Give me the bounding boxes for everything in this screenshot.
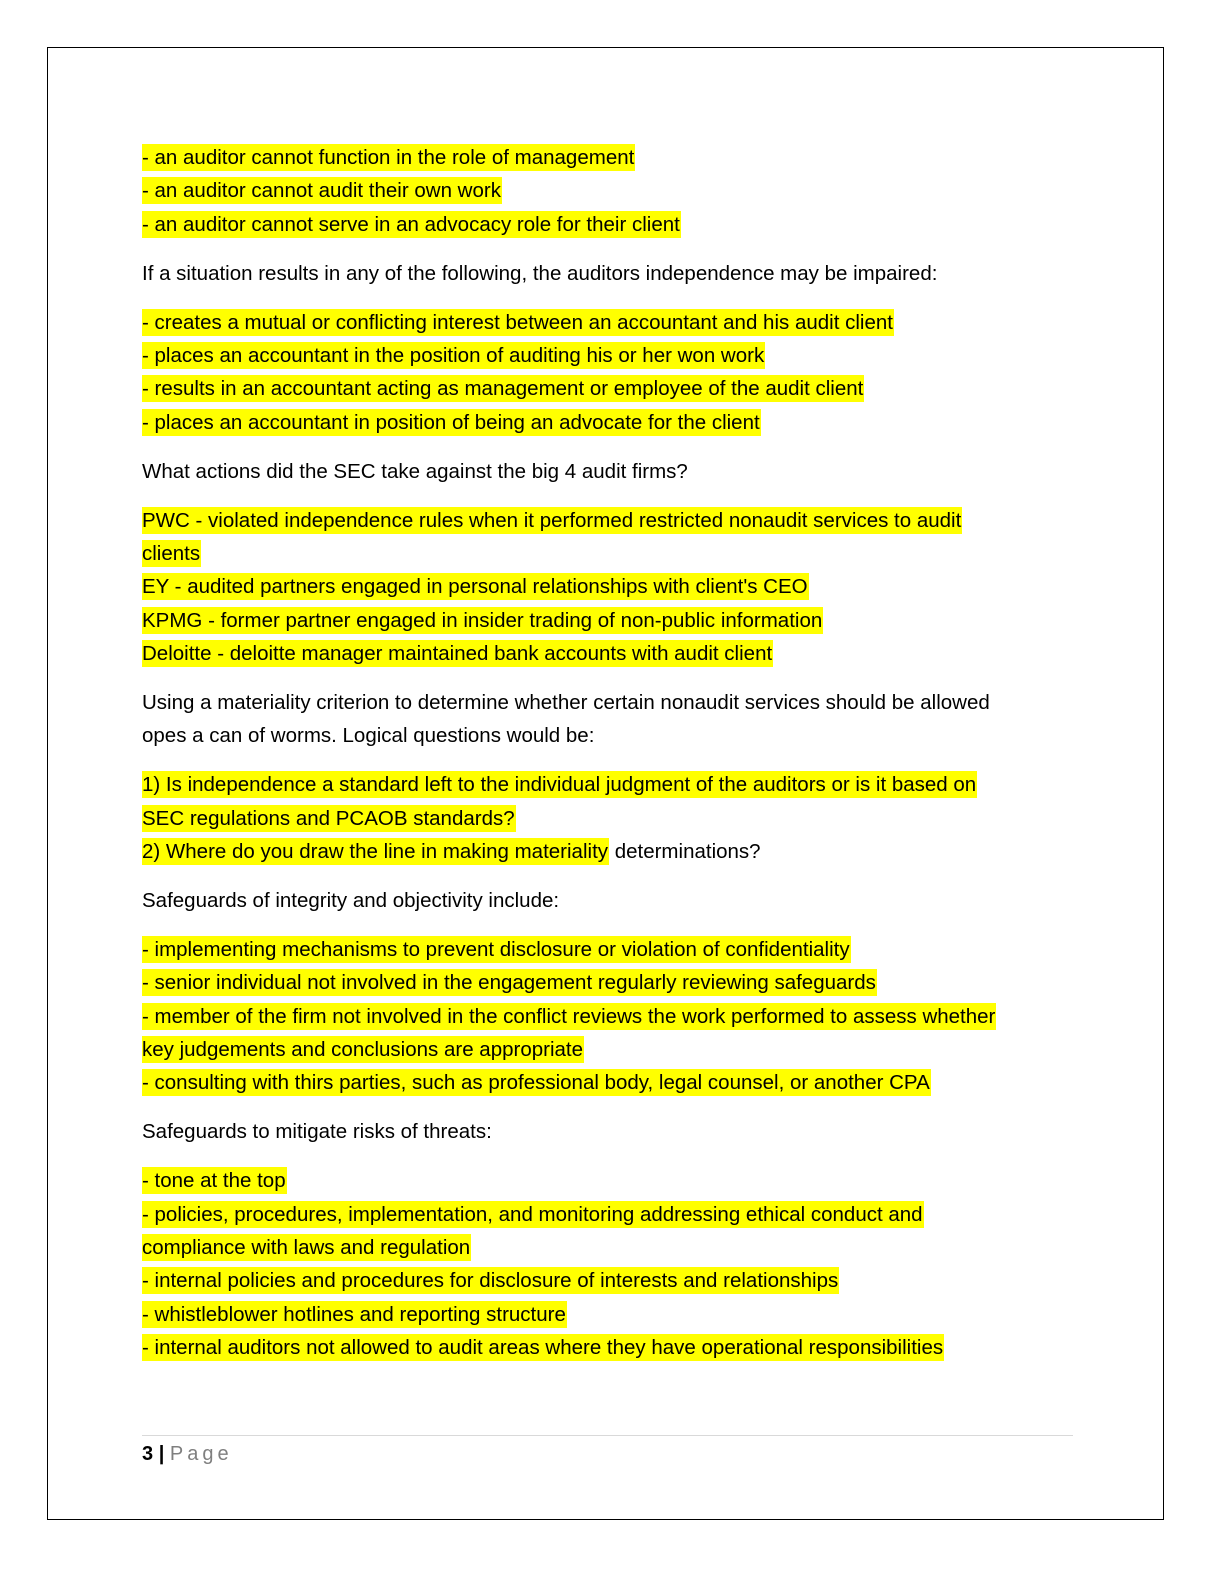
highlighted-text: - an auditor cannot serve in an advocacy role for their client	[142, 212, 680, 236]
highlighted-text: - an auditor cannot audit their own work	[142, 179, 501, 203]
paragraph	[142, 933, 1082, 1100]
text-line	[142, 372, 1082, 405]
highlighted-text: clients	[142, 541, 201, 565]
text-line	[142, 637, 1082, 670]
text-line	[142, 1164, 1082, 1197]
text-run: What actions did the SEC take against the big 4 audit firms?	[142, 459, 688, 483]
footer-separator: |	[158, 1443, 165, 1465]
text-line	[142, 719, 1082, 752]
paragraph	[142, 1164, 1082, 1364]
highlighted-text: - an auditor cannot function in the role of management	[142, 146, 635, 169]
paragraph	[142, 884, 1082, 917]
highlighted-text: - internal auditors not allowed to audit areas where they have operational responsibilities	[142, 1336, 944, 1360]
text-line	[142, 768, 1082, 801]
highlighted-text: - tone at the top	[142, 1169, 286, 1193]
text-line	[142, 686, 1082, 719]
text-line	[142, 1331, 1082, 1364]
paragraph	[142, 455, 1082, 488]
text-line	[142, 1231, 1082, 1264]
text-line	[142, 933, 1082, 966]
text-line	[142, 504, 1082, 537]
highlighted-text: - places an accountant in position of being an advocate for the client	[142, 410, 760, 434]
page-label: Page	[169, 1443, 233, 1465]
paragraph	[142, 306, 1082, 440]
text-run: Using a materiality criterion to determine whether certain nonaudit services should be allowed	[142, 690, 990, 714]
text-run: Safeguards of integrity and objectivity include:	[142, 888, 560, 912]
paragraph	[142, 686, 1082, 753]
text-line	[142, 835, 1082, 868]
page-footer	[142, 1440, 233, 1468]
paragraph	[142, 504, 1082, 671]
paragraph	[142, 141, 1082, 241]
highlighted-text: - whistleblower hotlines and reporting structure	[142, 1302, 566, 1326]
text-line	[142, 1066, 1082, 1099]
text-line	[142, 1198, 1082, 1231]
paragraph	[142, 257, 1082, 290]
document-body	[142, 141, 1082, 1380]
highlighted-text: key judgements and conclusions are appropriate	[142, 1037, 584, 1061]
text-line	[142, 339, 1082, 372]
text-line	[142, 208, 1082, 241]
text-run: opes a can of worms. Logical questions would be:	[142, 724, 595, 748]
highlighted-text: KPMG - former partner engaged in insider trading of non-public information	[142, 608, 823, 632]
text-line	[142, 1264, 1082, 1297]
highlighted-text: - places an accountant in the position of auditing his or her won work	[142, 343, 765, 367]
highlighted-text: - creates a mutual or conflicting interest between an accountant and his audit client	[142, 310, 893, 334]
text-line	[142, 1000, 1082, 1033]
highlighted-text: - internal policies and procedures for disclosure of interests and relationships	[142, 1269, 839, 1293]
paragraph	[142, 1115, 1082, 1148]
highlighted-text: 2) Where do you draw the line in making materiality	[142, 840, 609, 864]
text-line	[142, 306, 1082, 339]
text-line	[142, 1115, 1082, 1148]
highlighted-text: compliance with laws and regulation	[142, 1235, 471, 1259]
text-line	[142, 966, 1082, 999]
text-line	[142, 406, 1082, 439]
text-line	[142, 570, 1082, 603]
highlighted-text: PWC - violated independence rules when it performed restricted nonaudit services to audit	[142, 508, 962, 532]
text-run: determinations?	[609, 840, 761, 864]
page-number: 3	[142, 1443, 154, 1465]
highlighted-text: - results in an accountant acting as management or employee of the audit client	[142, 377, 864, 401]
highlighted-text: SEC regulations and PCAOB standards?	[142, 806, 515, 830]
text-line	[142, 537, 1082, 570]
text-run: If a situation results in any of the following, the auditors independence may be impaired:	[142, 261, 938, 285]
text-line	[142, 604, 1082, 637]
text-line	[142, 257, 1082, 290]
text-line	[142, 174, 1082, 207]
text-line	[142, 1298, 1082, 1331]
footer-rule	[142, 1435, 1073, 1436]
text-line	[142, 802, 1082, 835]
highlighted-text: 1) Is independence a standard left to the individual judgment of the auditors or is it based on	[142, 773, 977, 797]
text-line	[142, 1033, 1082, 1066]
text-line	[142, 455, 1082, 488]
text-line	[142, 884, 1082, 917]
text-run: Safeguards to mitigate risks of threats:	[142, 1120, 492, 1144]
highlighted-text: - policies, procedures, implementation, and monitoring addressing ethical conduct and	[142, 1202, 923, 1226]
highlighted-text: EY - audited partners engaged in personal relationships with client's CEO	[142, 575, 808, 599]
highlighted-text: - senior individual not involved in the engagement regularly reviewing safeguards	[142, 971, 876, 995]
paragraph	[142, 768, 1082, 868]
highlighted-text: - implementing mechanisms to prevent disclosure or violation of confidentiality	[142, 937, 850, 961]
text-line	[142, 141, 1082, 174]
highlighted-text: - consulting with thirs parties, such as professional body, legal counsel, or another CPA	[142, 1071, 930, 1095]
highlighted-text: - member of the firm not involved in the conflict reviews the work performed to assess whether	[142, 1004, 996, 1028]
highlighted-text: Deloitte - deloitte manager maintained bank accounts with audit client	[142, 642, 773, 666]
